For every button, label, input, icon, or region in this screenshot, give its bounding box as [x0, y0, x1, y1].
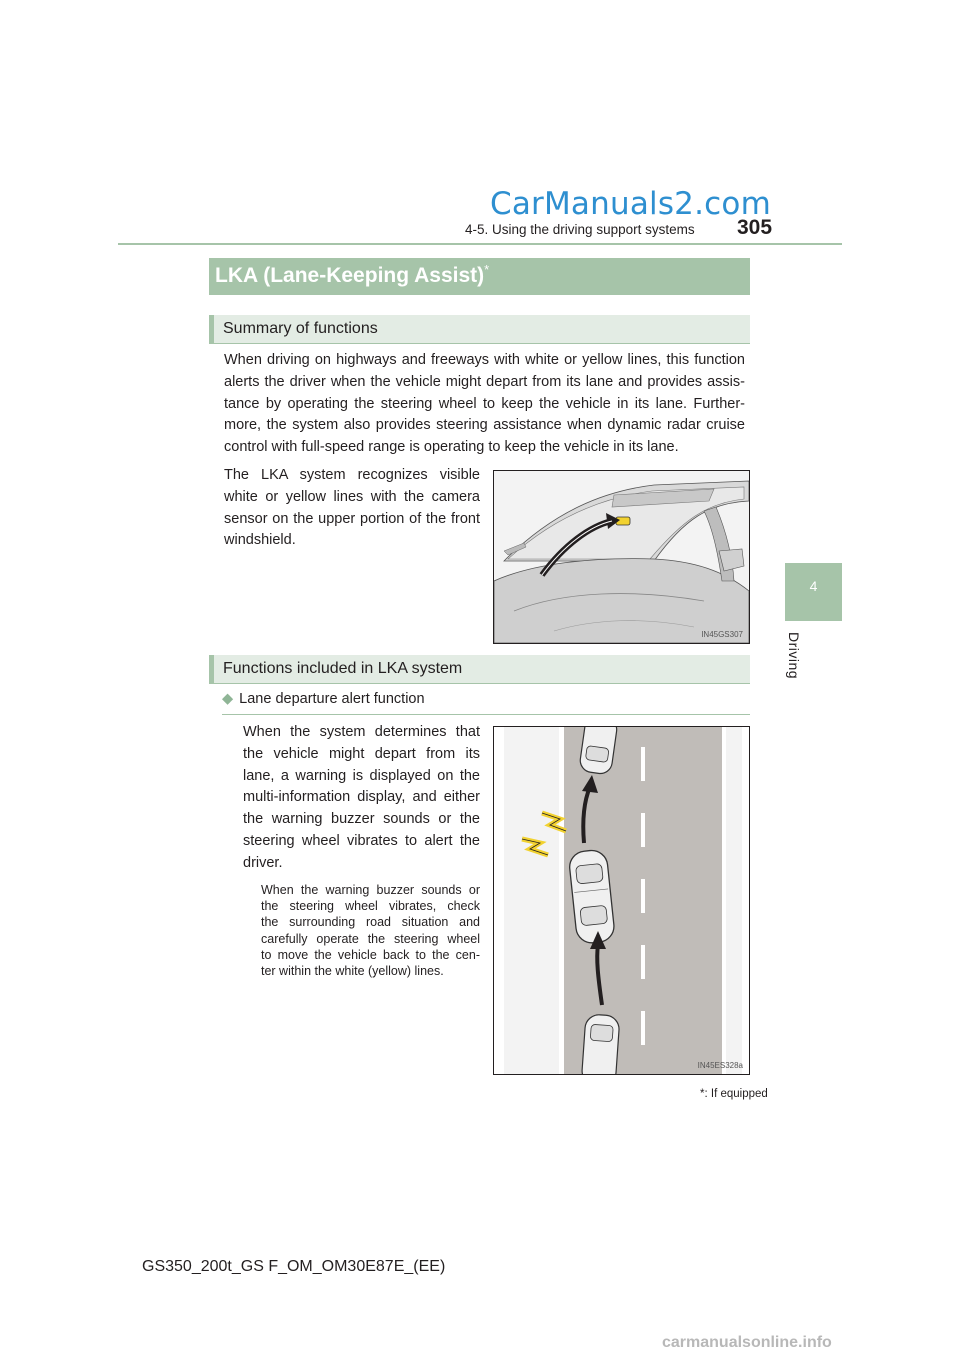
lane-line-3: lane, a warning is displayed on the — [243, 767, 480, 784]
note-line-2: the steering wheel vibrates, check — [261, 899, 480, 914]
section-path: 4-5. Using the driving support systems — [465, 222, 695, 237]
summary-heading: Summary of functions — [223, 320, 378, 337]
windshield-illustration — [494, 471, 749, 643]
footnote-text: : If equipped — [704, 1088, 768, 1100]
summary-line-4: more, the system also provides steering assistance when dynamic radar cruise — [224, 417, 745, 434]
camera-line-1: The LKA system recognizes visible — [224, 467, 480, 483]
page-title-text: LKA (Lane-Keeping Assist) — [215, 264, 485, 287]
lane-line-7: driver. — [243, 854, 283, 871]
chapter-number: 4 — [809, 578, 818, 594]
camera-line-3: sensor on the upper portion of the front — [224, 510, 480, 527]
lane-line-4: multi-information display, and either — [243, 789, 480, 806]
header-rule — [118, 243, 842, 245]
windshield-camera-figure — [493, 470, 750, 644]
note-line-4: carefully operate the steering wheel — [261, 931, 480, 946]
car-bottom-icon — [581, 1014, 620, 1074]
summary-heading-band — [209, 315, 750, 344]
title-footnote-marker: * — [484, 262, 490, 277]
lane-line-6: steering wheel vibrates to alert the — [243, 832, 480, 849]
lane-departure-heading — [222, 691, 425, 707]
camera-paragraph — [224, 465, 480, 552]
document-code: GS350_200t_GS F_OM_OM30E87E_(EE) — [142, 1258, 446, 1275]
item-rule — [222, 714, 750, 715]
lane-departure-figure — [493, 726, 750, 1075]
road-illustration — [494, 727, 749, 1074]
summary-line-1: When driving on highways and freeways with white or yellow lines, this function — [224, 352, 745, 368]
diamond-bullet-icon: ◆ — [222, 691, 234, 707]
chapter-label: Driving — [786, 632, 802, 680]
functions-heading: Functions included in LKA system — [223, 660, 463, 677]
footnote — [700, 1088, 768, 1100]
camera-line-2: white or yellow lines with the camera — [224, 488, 480, 505]
buzzer-note — [261, 882, 480, 979]
camera-line-4: windshield. — [224, 532, 296, 549]
functions-heading-band — [209, 655, 750, 684]
summary-line-2: alerts the driver when the vehicle might depart from its lane and provides assis- — [224, 373, 745, 390]
lane-line-1: When the system determines that — [243, 724, 480, 740]
summary-line-5: control with full-speed range is operating to keep the vehicle in its lane. — [224, 439, 679, 456]
summary-paragraph — [224, 350, 745, 459]
page-title — [215, 262, 489, 288]
windshield-figure-code: IN45GS307 — [701, 630, 743, 639]
note-line-5: to move the vehicle back to the cen- — [261, 947, 480, 962]
summary-line-3: tance by operating the steering wheel to keep the vehicle in its lane. Further- — [224, 395, 745, 412]
note-line-3: the surrounding road situation and — [261, 915, 480, 930]
lane-line-5: the warning buzzer sounds or the — [243, 811, 480, 828]
site-watermark-bottom: carmanualsonline.info — [662, 1334, 832, 1351]
note-line-1: When the warning buzzer sounds or — [261, 883, 480, 897]
lane-departure-paragraph — [243, 722, 480, 875]
lane-line-2: the vehicle might depart from its — [243, 745, 480, 762]
note-line-6: ter within the white (yellow) lines. — [261, 964, 444, 979]
page-number: 305 — [737, 216, 773, 239]
lane-departure-heading-text: Lane departure alert function — [239, 691, 425, 707]
road-figure-code: IN45ES328a — [697, 1061, 743, 1070]
site-watermark-top: CarManuals2.com — [490, 186, 771, 222]
footnote-marker: * — [700, 1088, 705, 1100]
